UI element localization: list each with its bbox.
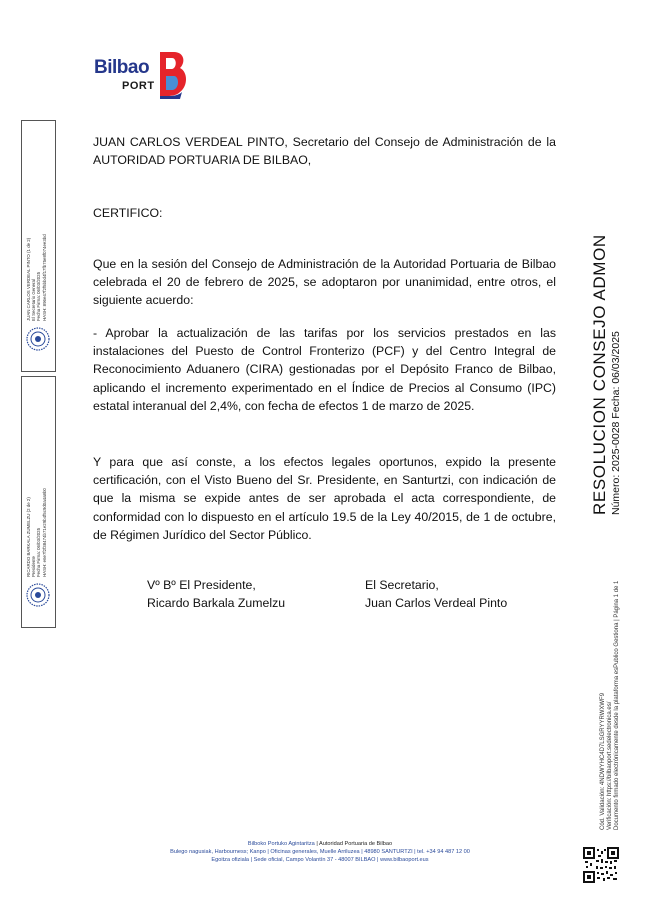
paragraph-closing: Y para que así conste, a los efectos legales oportunos, expido la presente certificación, con el Visto Bueno del Sr. Presidente, en Santurtzi, con indicación de que la misma se expide antes de ser aprobada el acta correspondiente, de conformidad con lo dispuesto en el artículo 19.5 de la Ley 40/2015, de 1 de octubre, de Régimen Jurídico del Sector Público. (93, 455, 556, 542)
seal-icon (26, 583, 50, 607)
footer-line-offices: Bulego nagusiak, Harbourness; Kanpo | Oficinas generales, Muelle Arriluzea | 48980 SANTURTZI | tel. +34 94 487 12 00 (170, 849, 470, 855)
paragraph-session: Que en la sesión del Consejo de Administración de la Autoridad Portuaria de Bilbao celebrada el 20 de febrero de 2025, se adoptaron por unanimidad, entre otros, el siguiente acuerdo: (93, 257, 556, 308)
footer-line-seat: Egoitza ofiziala | Sede oficial, Campo Volantín 37 - 48007 BILBAO | www.bilbaoport.eus (211, 857, 429, 863)
signature-stamp-secretary (21, 120, 56, 372)
secretary-signature-block (365, 576, 507, 612)
qr-code-icon (583, 847, 619, 883)
seal-icon (26, 327, 50, 351)
footer-line-authority: Bilboko Portuko Agintaritza | Autoridad Portuaria de Bilbao (247, 841, 393, 847)
resolution-number-date: Número: 2025-0028 Fecha: 06/03/2025 (610, 331, 622, 515)
paragraph-agreement: - Aprobar la actualización de las tarifas por los servicios prestados en las instalaciones del Puesto de Control Fronterizo (PCF) y del Centro Integral de Reconocimiento Aduanero (CIRA) gestionadas por el Depósito Franco de Bilbao, aplicando el incremento experimentado en el Índice de Precios al Consumo (IPC) estatal interanual del 2,4%, con fecha de efectos 1 de marzo de 2025. (93, 326, 556, 413)
president-title: Vº Bº El Presidente, (147, 578, 256, 592)
footer (100, 840, 540, 864)
verification-block (600, 581, 621, 830)
president-signature-block (147, 576, 285, 612)
intro-paragraph: JUAN CARLOS VERDEAL PINTO, Secretario del Consejo de Administración de la AUTORIDAD PORTUARIA DE BILBAO, (93, 135, 556, 168)
stamp-text: JUAN CARLOS VERDEAL PINTO (1 de 2) El Secretario General Fecha Firma: 06/03/2025 HASH: 896e47f2f5bbd4f17fb75e8f074ee3bd (26, 234, 47, 321)
platform-note: Documento firmado electrónicamente desde la plataforma esPublico Gestiona | Página 1 de 1 (614, 580, 620, 830)
secretary-name: Juan Carlos Verdeal Pinto (365, 596, 508, 610)
president-name: Ricardo Barkala Zumelzu (147, 596, 286, 610)
bilbao-port-logo (94, 52, 194, 102)
logo-word: Bilbao (94, 57, 150, 78)
verification-url: Verificación: https://bilbaoport.sedelectronica.es/ (607, 701, 613, 830)
logo-port: PORT (122, 80, 155, 92)
logo-b-icon (158, 52, 188, 100)
secretary-title: El Secretario, (365, 578, 439, 592)
stamp-text: RICARDO BARKALA ZUMELZU (2 de 2) Presidente Fecha Firma: 06/03/2025 HASH: e6e7f2f38474b71e29b4f5c9d0a4a8b0 (26, 488, 47, 577)
validation-code: Cód. Validación: 4NDWYHC4D7LSGRYYRWXWF9 (600, 692, 606, 830)
signature-stamp-president (21, 376, 56, 628)
resolution-title: RESOLUCION CONSEJO ADMON (590, 234, 609, 515)
certifico-heading: CERTIFICO: (93, 206, 163, 220)
